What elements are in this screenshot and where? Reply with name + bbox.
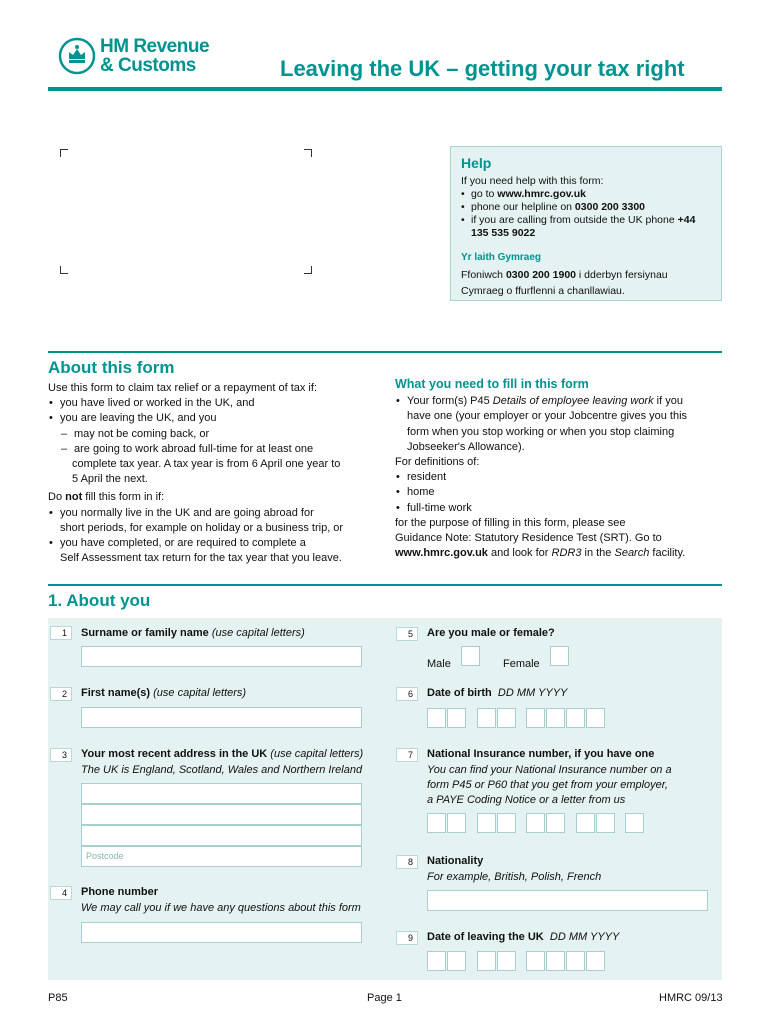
help-list — [461, 188, 711, 240]
dob-year-2[interactable] — [546, 708, 565, 728]
female-label: Female — [503, 658, 540, 670]
help-box — [450, 146, 722, 301]
address-corner-bottom-left — [60, 266, 68, 274]
address-line-1-input[interactable] — [81, 783, 362, 804]
q8-label: Nationality — [427, 855, 484, 867]
section1-title: 1. About you — [48, 591, 151, 610]
q6-number: 6 — [396, 687, 418, 701]
leave-year-1[interactable] — [526, 951, 545, 971]
q7-number: 7 — [396, 748, 418, 762]
dob-year-3[interactable] — [566, 708, 585, 728]
leave-month-1[interactable] — [477, 951, 496, 971]
q4-note: We may call you if we have any questions about this form — [81, 902, 361, 914]
help-website-link[interactable]: www.hmrc.gov.uk — [497, 188, 586, 200]
q1-number: 1 — [50, 626, 72, 640]
male-checkbox[interactable] — [461, 646, 480, 666]
guidance-link[interactable]: www.hmrc.gov.uk — [395, 547, 488, 560]
q9-label: Date of leaving the UK DD MM YYYY — [427, 931, 620, 943]
ni-char-9[interactable] — [625, 813, 644, 833]
welsh-title: Yr laith Gymraeg — [461, 252, 542, 263]
section1-rule — [48, 584, 722, 586]
dob-day-2[interactable] — [447, 708, 466, 728]
help-title: Help — [461, 155, 492, 171]
dob-month-1[interactable] — [477, 708, 496, 728]
address-corner-bottom-right — [304, 266, 312, 274]
q8-note: For example, British, Polish, French — [427, 871, 602, 883]
what-you-need-title: What you need to fill in this form — [395, 377, 589, 391]
first-names-input[interactable] — [81, 707, 362, 728]
ni-char-1[interactable] — [427, 813, 446, 833]
dob-month-2[interactable] — [497, 708, 516, 728]
org-name-line1: HM Revenue — [100, 36, 210, 57]
leave-year-3[interactable] — [566, 951, 585, 971]
crest-logo-icon — [58, 37, 96, 75]
welsh-text: Ffoniwch 0300 200 1900 i dderbyn fersiynau Cymraeg o ffurflenni a chanllawiau. — [461, 269, 668, 297]
help-helpline-number: 0300 200 3300 — [574, 201, 645, 213]
q3-number: 3 — [50, 748, 72, 762]
help-overseas-number: +44 135 535 9022 — [471, 214, 696, 239]
leave-year-4[interactable] — [586, 951, 605, 971]
q6-label: Date of birth DD MM YYYY — [427, 687, 568, 699]
ni-char-8[interactable] — [596, 813, 615, 833]
document-title: Leaving the UK – getting your tax right — [280, 56, 685, 81]
address-line-3-input[interactable] — [81, 825, 362, 846]
header-rule — [48, 87, 722, 91]
about-right-column: What you need to fill in this form • Your form(s) P45 Details of employee leaving work if you have one (your employer or your Jobcentre gives you this form when you stop working or when you stop claiming Jobseeker's Allowance). For definitions of: • resident • home • full-time work for the purpose of filling in this form, please see Guidance Note: Statutory Residence Test (SRT). Go to www.hmrc.gov.uk and look for RDR3 in the Search facility. — [395, 377, 725, 561]
postcode-placeholder: Postcode — [86, 851, 124, 861]
q3-note: The UK is England, Scotland, Wales and Northern Ireland — [81, 764, 363, 776]
org-name-line2: & Customs — [100, 55, 196, 76]
q3-label: Your most recent address in the UK (use capital letters) — [81, 748, 364, 760]
nationality-input[interactable] — [427, 890, 708, 911]
q2-number: 2 — [50, 687, 72, 701]
address-corner-top-left — [60, 149, 68, 157]
address-corner-top-right — [304, 149, 312, 157]
about-title: About this form — [48, 358, 175, 377]
about-rule — [48, 351, 722, 353]
q5-label: Are you male or female? — [427, 627, 555, 639]
surname-input[interactable] — [81, 646, 362, 667]
ni-char-6[interactable] — [546, 813, 565, 833]
ni-char-3[interactable] — [477, 813, 496, 833]
ni-char-7[interactable] — [576, 813, 595, 833]
phone-input[interactable] — [81, 922, 362, 943]
help-item-website: • go to www.hmrc.gov.uk — [461, 188, 711, 201]
female-checkbox[interactable] — [550, 646, 569, 666]
ni-char-5[interactable] — [526, 813, 545, 833]
leave-day-1[interactable] — [427, 951, 446, 971]
leave-month-2[interactable] — [497, 951, 516, 971]
q8-number: 8 — [396, 855, 418, 869]
q5-number: 5 — [396, 627, 418, 641]
help-item-overseas: • if you are calling from outside the UK phone +44 135 535 9022 — [461, 214, 711, 240]
about-left-column: Use this form to claim tax relief or a repayment of tax if: • you have lived or worked in the UK, and • you are leaving the UK, and you – may not be coming back, or – are going to work abroad full-time for at least one complete tax year. A tax year is from 6 April one year to 5 April the next. Do not fill this form in if: • you normally live in the UK and are going abroad for short periods, for example on holiday or a business trip, or • you have completed, or are required to complete a Self Assessment tax return for the tax year that you leave. — [48, 381, 378, 566]
leave-year-2[interactable] — [546, 951, 565, 971]
q4-number: 4 — [50, 886, 72, 900]
address-line-2-input[interactable] — [81, 804, 362, 825]
dob-year-4[interactable] — [586, 708, 605, 728]
help-item-helpline: • phone our helpline on 0300 200 3300 — [461, 201, 711, 214]
male-label: Male — [427, 658, 451, 670]
q1-label: Surname or family name (use capital letters) — [81, 627, 305, 639]
leave-day-2[interactable] — [447, 951, 466, 971]
help-intro: If you need help with this form: — [461, 175, 604, 187]
org-name — [100, 37, 209, 75]
ni-char-4[interactable] — [497, 813, 516, 833]
form-code: P85 — [48, 992, 68, 1004]
q2-label: First name(s) (use capital letters) — [81, 687, 247, 699]
dob-day-1[interactable] — [427, 708, 446, 728]
q7-label: National Insurance number, if you have one — [427, 748, 655, 760]
page-number: Page 1 — [367, 992, 402, 1004]
form-version: HMRC 09/13 — [659, 992, 723, 1004]
q9-number: 9 — [396, 931, 418, 945]
dob-year-1[interactable] — [526, 708, 545, 728]
q4-label: Phone number — [81, 886, 159, 898]
ni-char-2[interactable] — [447, 813, 466, 833]
q7-note: You can find your National Insurance number on a form P45 or P60 that you get from your employer, a PAYE Coding Notice or a letter from us — [427, 764, 672, 806]
